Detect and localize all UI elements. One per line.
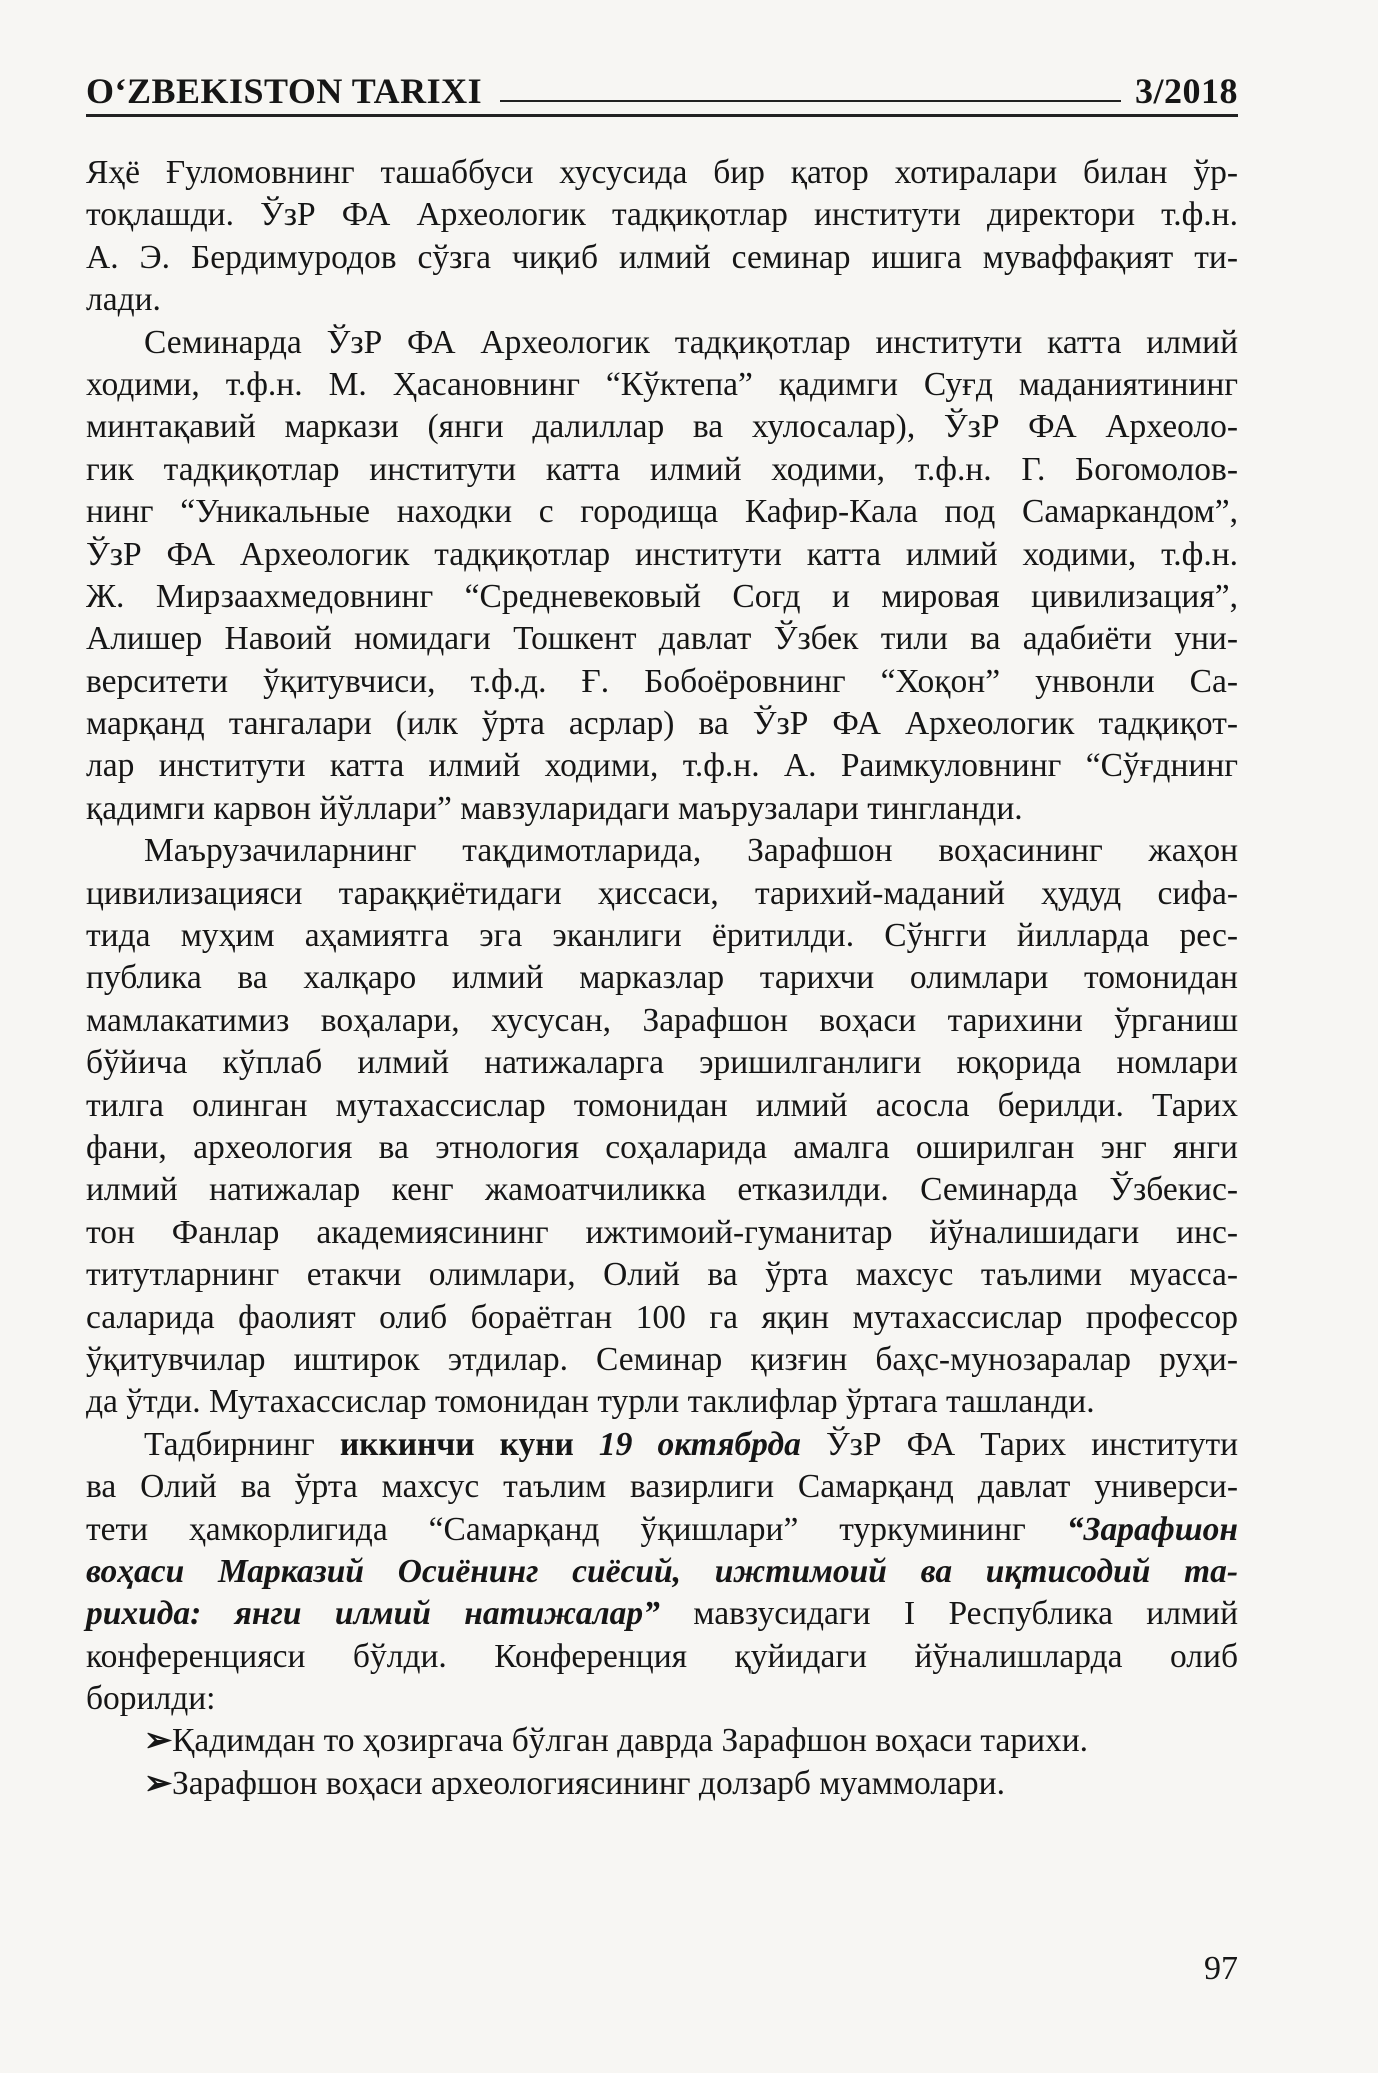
text-run: мавзусидаги I Республика илмий [659, 1595, 1238, 1633]
conference-title: воҳаси Марказий Осиёнинг сиёсий, ижтимоий ва иқтисодий та- [86, 1552, 1238, 1590]
text-line: тида муҳим аҳамиятга эга эканлиги ёритилди. Сўнгги йилларда рес- [86, 917, 1238, 955]
text-line: тилга олинган мутахассислар томонидан илмий асосла берилди. Тарих [86, 1086, 1238, 1124]
text-run [574, 1426, 599, 1463]
text-line [86, 1593, 1238, 1635]
text-line [86, 1551, 1238, 1593]
text-line: минтақавий маркази (янги далиллар ва хулосалар), ЎзР ФА Археоло- [86, 408, 1238, 446]
conference-title: “Зарафшон [1066, 1510, 1238, 1548]
text-line: гик тадқиқотлар институти катта илмий ходими, т.ф.н. Г. Богомолов- [86, 450, 1238, 488]
page-number: 97 [1204, 1950, 1238, 1987]
list-item-text: Қадимдан то ҳозиргача бўлган даврда Зарафшон воҳаси тарихи. [172, 1722, 1089, 1760]
text-line: титутларнинг етакчи олимлари, Олий ва ўрта махсус таълими муасса- [86, 1256, 1238, 1294]
text-line [86, 1509, 1238, 1551]
text-line: Ж. Мирзаахмедовнинг “Средневековый Согд и мировая цивилизация”, [86, 577, 1238, 615]
text-line: ва Олий ва ўрта махсус таълим вазирлиги Самарқанд давлат универси- [86, 1468, 1238, 1506]
arrow-bullet-icon: ➢ [144, 1722, 173, 1760]
text-line: ходими, т.ф.н. М. Ҳасановнинг “Кўктепа” қадимги Суғд маданиятининг [86, 365, 1238, 403]
text-line: конференцияси бўлди. Конференция қуйидаги йўналишларда олиб [86, 1637, 1238, 1675]
text-line [86, 1424, 1238, 1466]
bullet-list [86, 1720, 1238, 1805]
text-line: бўйича кўплаб илмий натижаларга эришилганлиги юқорида номлари [86, 1044, 1238, 1082]
text-line: нинг “Уникальные находки с городища Кафир-Кала под Самаркандом”, [86, 493, 1238, 531]
text-line: верситети ўқитувчиси, т.ф.д. Ғ. Бобоёровнинг “Хоқон” унвонли Са- [86, 662, 1238, 700]
list-item [86, 1720, 1238, 1762]
text-line: марқанд тангалари (илк ўрта асрлар) ва ЎзР ФА Археологик тадқиқот- [86, 705, 1238, 743]
paragraph-2 [86, 322, 1238, 831]
text-line: Алишер Навоий номидаги Тошкент давлат Ўзбек тили ва адабиёти уни- [86, 620, 1238, 658]
running-header [86, 56, 1238, 112]
text-line: Яҳё Ғуломовнинг ташаббуси хусусида бир қатор хотиралари билан ўр- [86, 154, 1238, 191]
header-rule [500, 100, 1121, 102]
paragraph-3 [86, 830, 1238, 1423]
text-line: тон Фанлар академиясининг ижтимоий-гуманитар йўналишидаги инс- [86, 1213, 1238, 1251]
list-item [86, 1763, 1238, 1805]
text-line: борилди: [86, 1680, 216, 1718]
text-line: фани, археология ва этнология соҳаларида амалга оширилган энг янги [86, 1128, 1238, 1166]
article-body [86, 152, 1238, 1805]
text-line: лади. [86, 281, 161, 319]
arrow-bullet-icon: ➢ [144, 1764, 173, 1802]
issue-number: 3/2018 [1134, 71, 1238, 111]
header-divider [86, 114, 1238, 117]
list-item-text: Зарафшон воҳаси археологиясининг долзарб муаммолари. [172, 1764, 1005, 1802]
text-line: саларида фаолият олиб бораётган 100 га яқин мутахассислар профессор [86, 1298, 1238, 1336]
text-line: тоқлашди. ЎзР ФА Археологик тадқиқотлар институти директори т.ф.н. [86, 196, 1238, 234]
text-line: қадимги карвон йўллари” мавзуларидаги маърузалари тингланди. [86, 789, 1023, 827]
text-line: илмий натижалар кенг жамоатчиликка етказилди. Семинарда Ўзбекис- [86, 1171, 1238, 1209]
paragraph-1 [86, 152, 1238, 322]
text-run: тети ҳамкорлигида “Самарқанд ўқишлари” туркумининг [86, 1510, 1067, 1548]
text-line: лар институти катта илмий ходими, т.ф.н. А. Раимкуловнинг “Сўғднинг [86, 747, 1238, 785]
text-line: Семинарда ЎзР ФА Археологик тадқиқотлар институти катта илмий [144, 323, 1238, 361]
text-line: ўқитувчилар иштирок этдилар. Семинар қизғин баҳс-мунозаралар руҳи- [86, 1340, 1238, 1378]
paragraph-4 [86, 1424, 1238, 1721]
conference-title: рихида: янги илмий натижалар” [86, 1595, 660, 1633]
text-run: ЎзР ФА Тарих институти [800, 1425, 1239, 1463]
text-line: цивилизацияси тараққиётидаги ҳиссаси, тарихий-маданий ҳудуд сифа- [86, 874, 1238, 912]
text-line: публика ва халқаро илмий марказлар тарихчи олимлари томонидан [86, 959, 1238, 997]
emphasis-date: 19 октябрда [598, 1425, 801, 1463]
emphasis-second-day: иккинчи куни [339, 1425, 574, 1463]
text-line: ЎзР ФА Археологик тадқиқотлар институти катта илмий ходими, т.ф.н. [86, 535, 1238, 573]
text-line: да ўтди. Мутахассислар томонидан турли таклифлар ўртага ташланди. [86, 1383, 1095, 1421]
text-line: Маърузачиларнинг тақдимотларида, Зарафшон воҳасининг жаҳон [144, 832, 1238, 870]
journal-title: O‘ZBEKISTON TARIXI [86, 71, 483, 111]
text-line: А. Э. Бердимуродов сўзга чиқиб илмий семинар ишига муваффақият ти- [86, 238, 1238, 276]
text-line: мамлакатимиз воҳалари, хусусан, Зарафшон воҳаси тарихини ўрганиш [86, 1001, 1238, 1039]
text-run: Тадбирнинг [144, 1425, 340, 1463]
